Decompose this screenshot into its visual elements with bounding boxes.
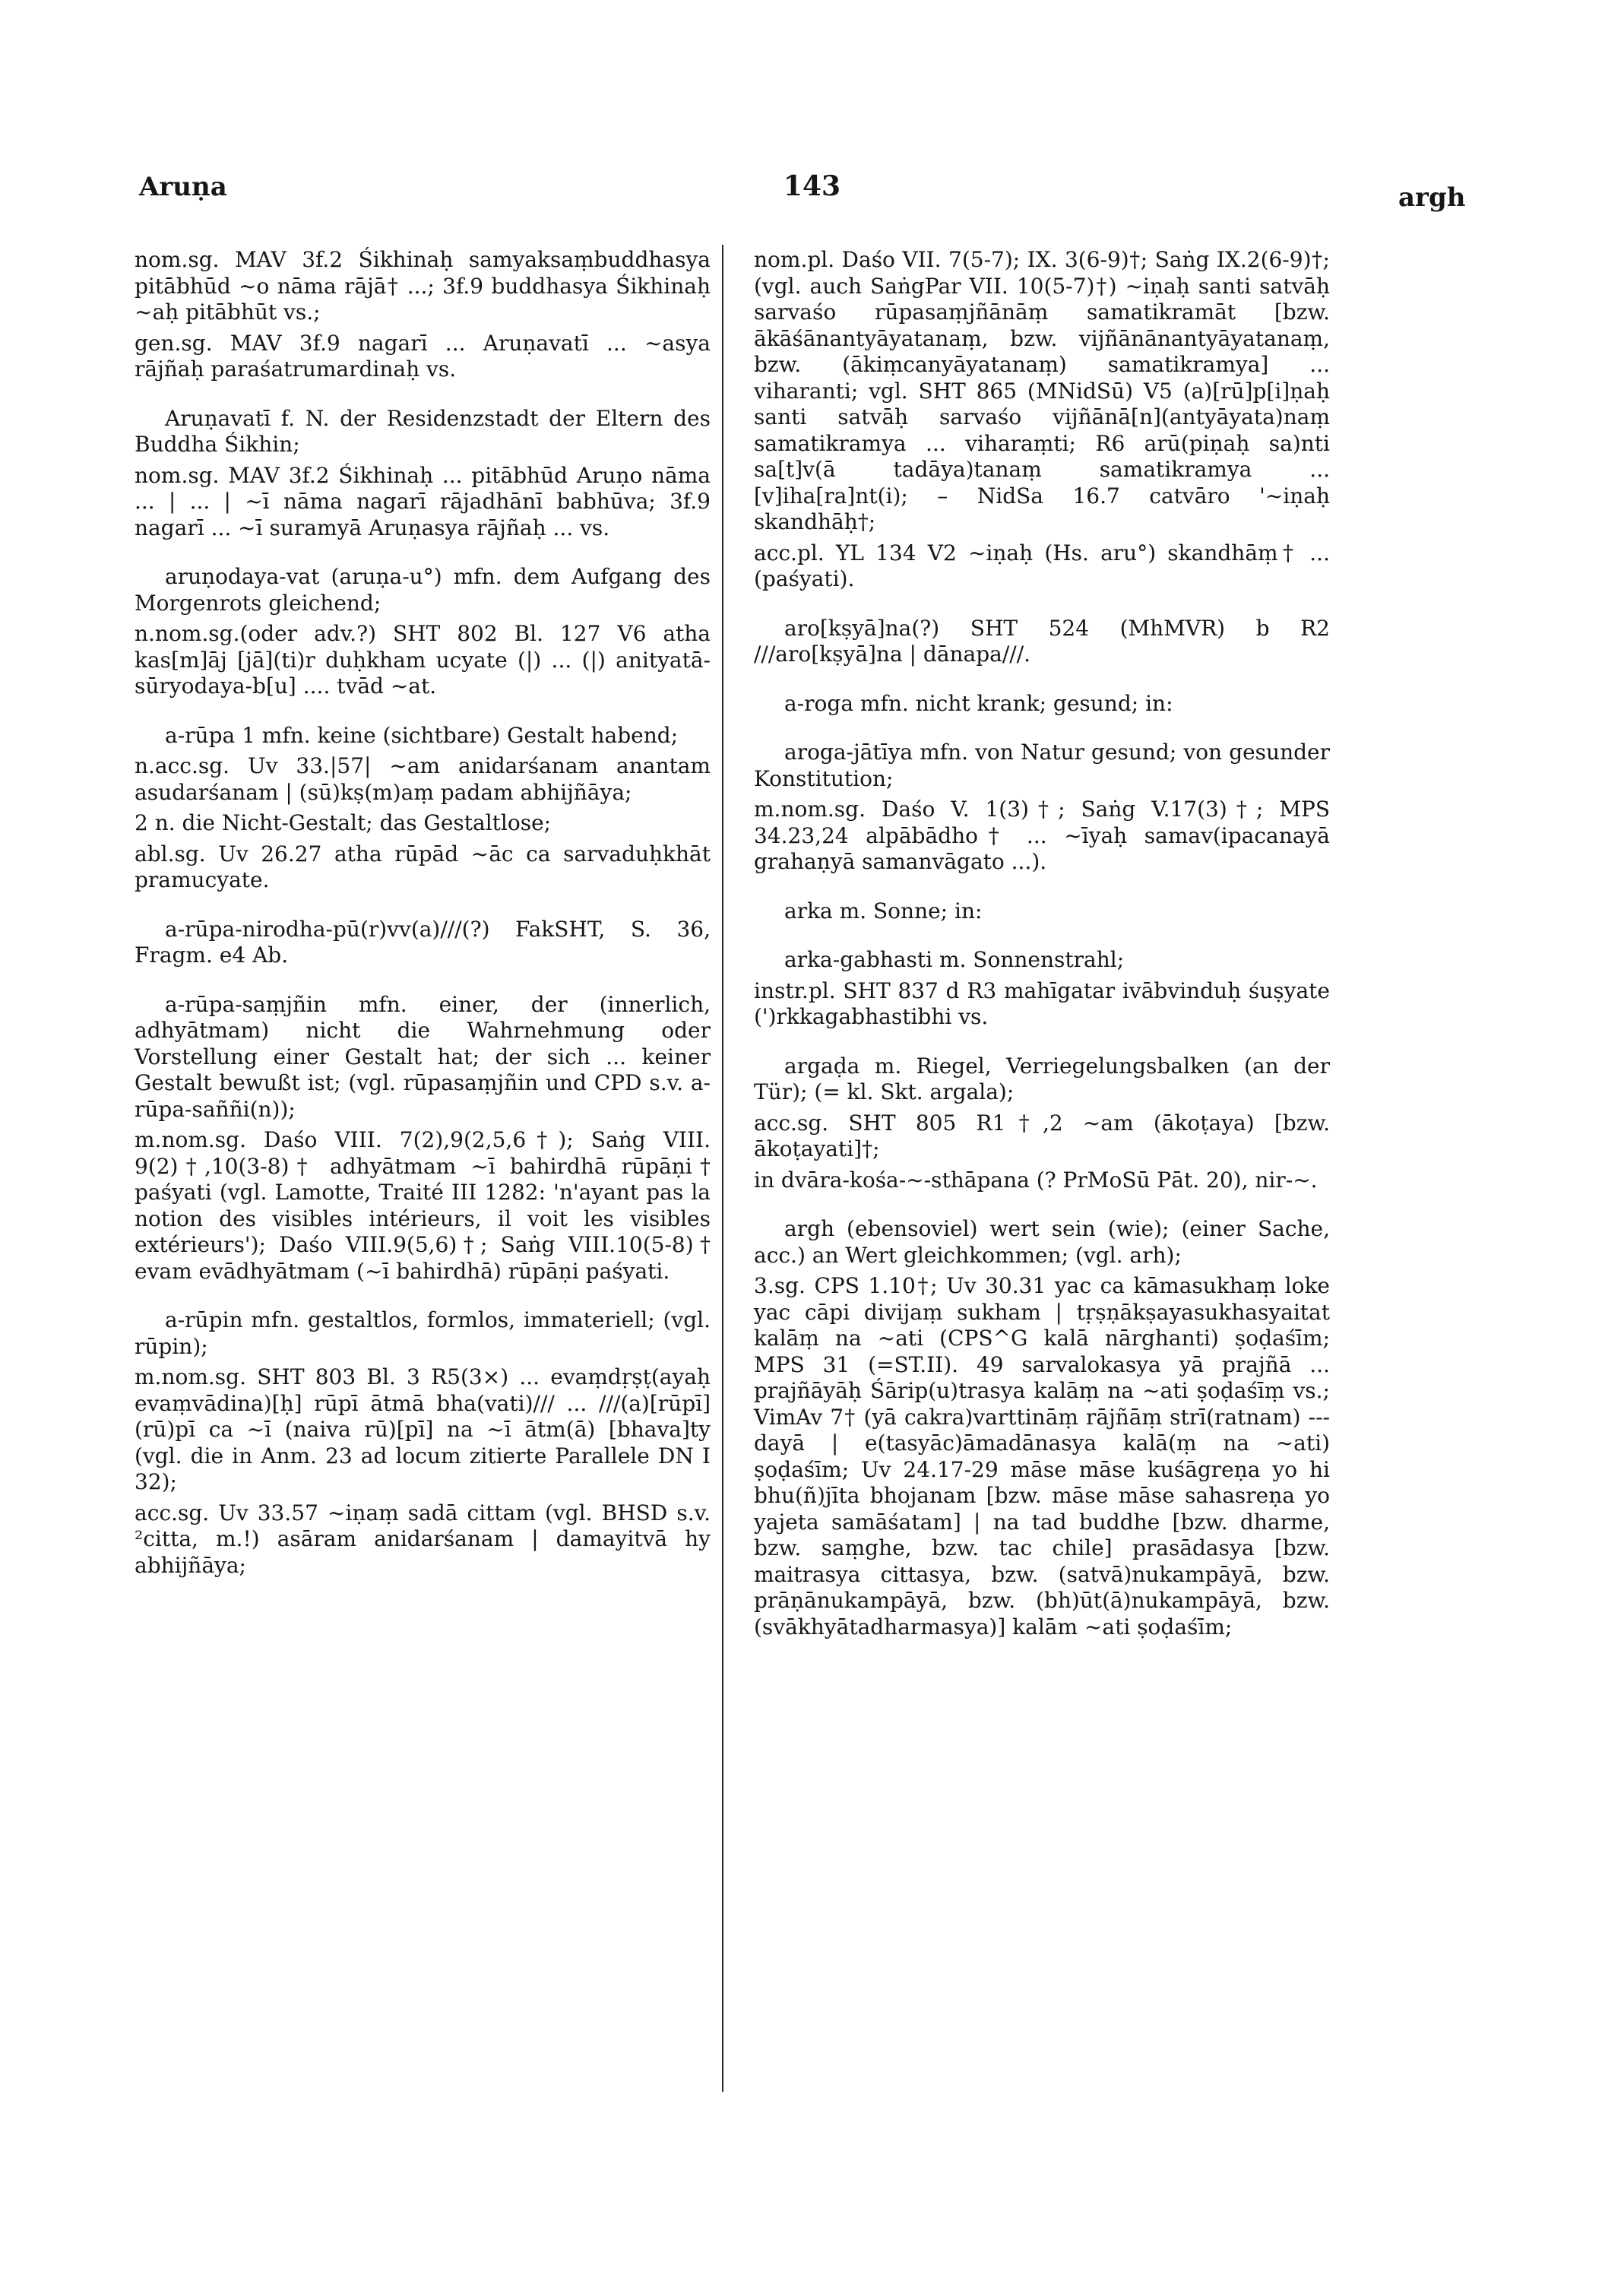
dictionary-entry: argaḍa m. Riegel, Verriegelungsbalken (an der Tür); (= kl. Skt. argala); — [754, 1053, 1330, 1104]
dictionary-entry: a-rūpa 1 mfn. keine (sichtbare) Gestalt habend; — [165, 722, 679, 748]
dictionary-entry: abl.sg. Uv 26.27 atha rūpād ~āc ca sarvaduḥkhāt pramucyate. — [135, 841, 711, 892]
dictionary-entry: 3.sg. CPS 1.10†; Uv 30.31 yac ca kāmasukhaṃ loke yac cāpi divijaṃ sukham | tṛṣṇākṣayasukhasyaitat kalāṃ na ~ati (CPS^G kalā nārghanti) ṣoḍaśīm; MPS 31 (=ST.II). 49 sarvalokasya yā prajñā ... prajñāyāḥ Śārip(u)trasya kalāṃ na ~ati ṣoḍaśīṃ vs.; VimAv 7† (yā cakra)varttināṃ rājñāṃ strī(ratnam) --- dayā | e(tasyāc)āmadānasya kalā(ṃ na ~ati) ṣoḍaśīm; Uv 24.17-29 māse māse kuśāgreṇa yo hi bhu(ñ)jīta bhojanam [bzw. māse māse sahasreṇa yo yajeta samāśatam] | na tad buddhe [bzw. dharme, bzw. saṃghe, bzw. tac chile] prasādasya [bzw. maitrasya cittasya, bzw. (satvā)nukampāyā, bzw. prāṇānukampāyā, bzw. (bh)ūt(ā)nukampāyā, bzw. (svākhyātadharmasya)] kalām ~ati ṣoḍaśīm; — [754, 1273, 1330, 1639]
running-head-left: Aruṇa — [139, 172, 227, 202]
dictionary-entry: acc.pl. YL 134 V2 ~iṇaḥ (Hs. aru°) skandhāṃ† ... (paśyati). — [754, 540, 1330, 591]
column-divider — [722, 245, 723, 2092]
dictionary-entry: arka m. Sonne; in: — [784, 898, 983, 923]
dictionary-entry: aruṇodaya-vat (aruṇa-u°) mfn. dem Aufgang des Morgenrots gleichend; — [135, 564, 711, 616]
dictionary-entry: a-roga mfn. nicht krank; gesund; in: — [784, 690, 1173, 716]
dictionary-entry: gen.sg. MAV 3f.9 nagarī ... Aruṇavatī ... ~asya rājñaḥ paraśatrumardinaḥ vs. — [135, 330, 711, 382]
dictionary-entry: in dvāra-kośa-~-sthāpana (? PrMoSū Pāt. 20), nir-~. — [754, 1167, 1318, 1193]
right-column — [754, 247, 1330, 1645]
dictionary-entry: aroga-jātīya mfn. von Natur gesund; von gesunder Konstitution; — [754, 740, 1330, 791]
dictionary-entry: n.acc.sg. Uv 33.|57| ~am anidarśanam anantam asudarśanam | (sū)kṣ(m)aṃ padam abhijñāya; — [135, 753, 711, 805]
dictionary-entry: m.nom.sg. SHT 803 Bl. 3 R5(3×) ... evaṃdṛṣṭ(ayaḥ evaṃvādina)[ḥ] rūpī ātmā bha(vati)/// ... ///(a)[rūpī] (rū)pī ca ~ī (naiva rū)[pī] na ~ī ātm(ā) [bhava]ty (vgl. die in Anm. 23 ad locum zitierte Parallele DN I 32); — [135, 1364, 711, 1494]
dictionary-entry: Aruṇavatī f. N. der Residenzstadt der Eltern des Buddha Śikhin; — [135, 405, 711, 457]
dictionary-entry: m.nom.sg. Daśo V. 1(3)†; Saṅg V.17(3)†; MPS 34.23,24 alpābādho† ... ~īyaḥ samav(ipacanayā grahaṇyā samanvāgato ...). — [754, 797, 1330, 874]
dictionary-entry: arka-gabhasti m. Sonnenstrahl; — [784, 947, 1125, 972]
running-head-right: argh — [1398, 182, 1466, 213]
page-number: 143 — [783, 170, 841, 202]
dictionary-entry: a-rūpa-saṃjñin mfn. einer, der (innerlich, adhyātmam) nicht die Wahrnehmung oder Vorstellung einer Gestalt hat; der sich ... keiner Gestalt bewußt ist; (vgl. rūpasaṃjñin und CPD s.v. a-rūpa-saññi(n)); — [135, 991, 711, 1122]
dictionary-entry: a-rūpin mfn. gestaltlos, formlos, immateriell; (vgl. rūpin); — [135, 1307, 711, 1359]
dictionary-entry: 2 n. die Nicht-Gestalt; das Gestaltlose; — [135, 810, 552, 835]
dictionary-entry: acc.sg. Uv 33.57 ~iṇaṃ sadā cittam (vgl. BHSD s.v. ²citta, m.!) asāram anidarśanam | damayitvā hy abhijñāya; — [135, 1500, 711, 1578]
dictionary-entry: acc.sg. SHT 805 R1†,2 ~am (ākoṭaya) [bzw. ākoṭayati]†; — [754, 1110, 1330, 1161]
dictionary-entry: a-rūpa-nirodha-pū(r)vv(a)///(?) FakSHT, S. 36, Fragm. e4 Ab. — [135, 916, 711, 968]
dictionary-entry: instr.pl. SHT 837 d R3 mahīgatar ivābvinduḥ śuṣyate (')rkkagabhastibhi vs. — [754, 977, 1330, 1029]
dictionary-entry: aro[kṣyā]na(?) SHT 524 (MhMVR) b R2 ///aro[kṣyā]na | dānapa///. — [754, 615, 1330, 667]
dictionary-entry: nom.pl. Daśo VII. 7(5-7); IX. 3(6-9)†; Saṅg IX.2(6-9)†; (vgl. auch SaṅgPar VII. 10(5-7)†) ~iṇaḥ santi satvāḥ sarvaśo rūpasaṃjñānāṃ samatikramāt [bzw. ākāśānantyāyatanaṃ, bzw. vijñānānantyāyatanaṃ, bzw. (ākiṃcanyāyatanaṃ) samatikramya] ... viharanti; vgl. SHT 865 (MNidSū) V5 (a)[rū]p[i]ṇaḥ santi satvāḥ sarvaśo vijñānā[n](antyāyata)naṃ samatikramya ... viharaṃti; R6 arū(piṇaḥ sa)nti sa[t]v(ā tadāya)tanaṃ samatikramya ... [v]iha[ra]nt(i); – NidSa 16.7 catvāro '~iṇaḥ skandhāḥ†; — [754, 247, 1330, 534]
dictionary-entry: nom.sg. MAV 3f.2 Śikhinaḥ samyaksaṃbuddhasya pitābhūd ~o nāma rājā† ...; 3f.9 buddhasya Śikhinaḥ ~aḥ pitābhūt vs.; — [135, 247, 711, 325]
dictionary-entry: nom.sg. MAV 3f.2 Śikhinaḥ ... pitābhūd Aruṇo nāma ... | ... | ~ī nāma nagarī rājadhānī babhūva; 3f.9 nagarī ... ~ī suramyā Aruṇasya rājñaḥ ... vs. — [135, 462, 711, 540]
page-header — [0, 166, 1624, 211]
dictionary-entry: m.nom.sg. Daśo VIII. 7(2),9(2,5,6†); Saṅg VIII. 9(2)†,10(3-8)† adhyātmam ~ī bahirdhā rūpāṇi† paśyati (vgl. Lamotte, Traité III 1282: 'n'ayant pas la notion des visibles intérieurs, il voit les visibles extérieurs'); Daśo VIII.9(5,6)†; Saṅg VIII.10(5-8)† evam evādhyātmam (~ī bahirdhā) rūpāṇi paśyati. — [135, 1127, 711, 1284]
dictionary-entry: n.nom.sg.(oder adv.?) SHT 802 Bl. 127 V6 atha kas[m]āj [jā](ti)r duḥkham ucyate (|) ... (|) anityatā-sūryodaya-b[u] .... tvād ~at. — [135, 621, 711, 699]
dictionary-entry: argh (ebensoviel) wert sein (wie); (einer Sache, acc.) an Wert gleichkommen; (vgl. arh); — [754, 1216, 1330, 1268]
left-column — [135, 247, 711, 1583]
